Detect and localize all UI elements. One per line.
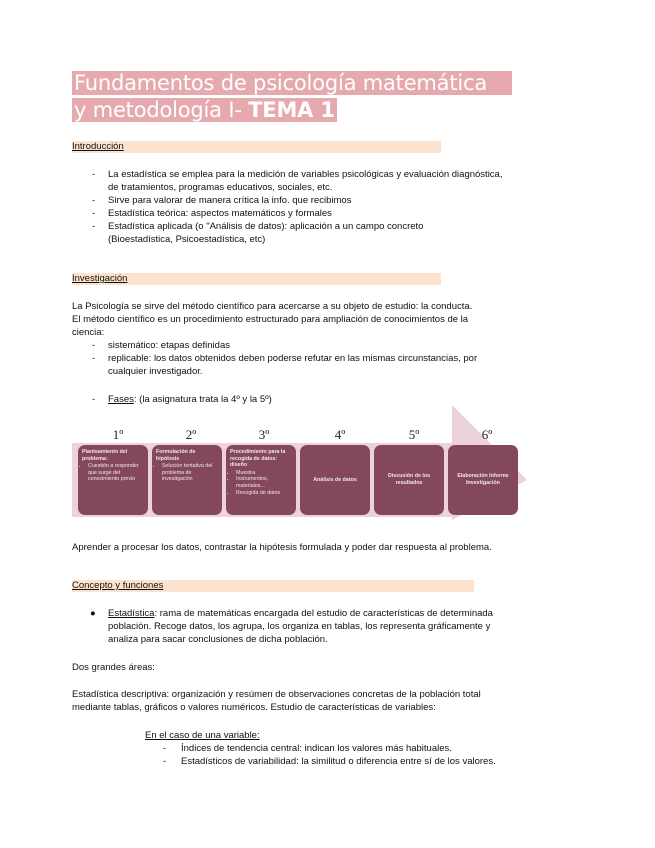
estadistica-definition xyxy=(108,607,493,620)
fases-text: : (la asignatura trata la 4º y la 5º) xyxy=(133,394,272,405)
phase-box-1-item: • Cuestión a responder que surge del conocimiento previo xyxy=(88,463,144,483)
investigacion-paragraph-2-cont: ciencia: xyxy=(72,327,105,338)
phase-box-3-item: • Recogida de datos xyxy=(236,490,292,497)
estadistica-definition-cont-1: población. Recoge datos, los agrupa, los organiza en tablas, los representa gráficamente y xyxy=(108,621,491,632)
investigacion-item-2-cont: cualquier investigador. xyxy=(108,366,203,377)
dash-bullet: - xyxy=(92,208,96,219)
round-bullet: ● xyxy=(90,608,96,619)
dash-bullet: - xyxy=(92,169,96,180)
phase-box-1 xyxy=(78,445,148,515)
estadistica-definition-cont-2: analiza para sacar conclusiones de dicha población. xyxy=(108,634,328,645)
dash-bullet: - xyxy=(163,756,167,767)
title-tema: TEMA 1 xyxy=(248,98,335,122)
variable-item-2: Estadísticos de variabilidad: la similitud o diferencia entre sí de los valores. xyxy=(181,756,496,767)
title-line-2-text: y metodología I- xyxy=(74,98,249,122)
intro-item-4: Estadística aplicada (o "Análisis de datos): aplicación a un campo concreto xyxy=(108,221,424,232)
section-heading-investigacion: Investigación xyxy=(72,273,441,285)
dash-bullet: - xyxy=(92,340,96,351)
phase-box-3-item: • Muestra xyxy=(236,470,292,477)
phases-diagram xyxy=(72,405,532,520)
descriptiva-text-cont: mediante tablas, gráficos o valores numéricos. Estudio de características de variables: xyxy=(72,702,436,713)
phase-box-1-title: Planteamiento del problema: xyxy=(82,449,128,462)
investigacion-paragraph-1: La Psicología se sirve del método científico para acercarse a su objeto de estudio: la conducta. xyxy=(72,301,473,312)
intro-item-2: Sirve para valorar de manera crítica la info. que recibimos xyxy=(108,195,352,206)
investigacion-paragraph-2: El método científico es un procedimiento estructurado para ampliación de conocimientos de la xyxy=(72,314,469,325)
phase-box-3 xyxy=(226,445,296,515)
intro-item-4-cont: (Bioestadística, Psicoestadística, etc) xyxy=(108,234,266,245)
dash-bullet: - xyxy=(92,221,96,232)
phase-box-5: Discusión de los resultados xyxy=(374,445,444,515)
areas-text: Dos grandes áreas: xyxy=(72,662,155,673)
phase-number-4: 4º xyxy=(334,427,346,442)
estadistica-label: Estadística xyxy=(108,608,155,619)
investigacion-item-1: sistemático: etapas definidas xyxy=(108,340,230,351)
dash-bullet: - xyxy=(163,743,167,754)
phase-number-1: 1º xyxy=(112,427,124,442)
phase-box-3-item: • Instrumentos, materiales... xyxy=(236,476,292,489)
section-heading-introduccion: Introducción xyxy=(72,141,441,153)
una-variable-heading: En el caso de una variable: xyxy=(145,730,260,741)
dash-bullet: - xyxy=(92,353,96,364)
dash-bullet: - xyxy=(92,394,96,405)
intro-item-1: La estadística se emplea para la medición de variables psicológicas y evaluación diagnóstica, xyxy=(108,169,503,180)
phase-box-6: Elaboración Informe Investigación xyxy=(448,445,518,515)
descriptiva-text: Estadística descriptiva: organización y resúmen de observaciones concretas de la población total xyxy=(72,689,481,700)
estadistica-text: : rama de matemáticas encargada del estudio de características de determinada xyxy=(154,608,493,619)
phase-number-3: 3º xyxy=(258,427,270,442)
investigacion-item-2: replicable: los datos obtenidos deben poderse refutar en las mismas circunstancias, por xyxy=(108,353,478,364)
phase-box-4: Análisis de datos xyxy=(300,445,370,515)
title-line-2 xyxy=(72,98,337,122)
phase-number-5: 5º xyxy=(408,427,420,442)
phase-box-2 xyxy=(152,445,222,515)
title-line-1: Fundamentos de psicología matemática xyxy=(72,71,512,95)
section-heading-concepto: Concepto y funciones xyxy=(72,580,474,592)
phase-number-2: 2º xyxy=(185,427,197,442)
variable-item-1: Índices de tendencia central: indican los valores más habituales. xyxy=(181,743,452,754)
fases-label: Fases xyxy=(108,394,134,405)
dash-bullet: - xyxy=(92,195,96,206)
phase-box-2-title: Formulación de hipótesis xyxy=(156,449,196,462)
intro-item-1-cont: de tratamientos, programas educativos, sociales, etc. xyxy=(108,182,333,193)
intro-item-3: Estadística teórica: aspectos matemáticos y formales xyxy=(108,208,332,219)
after-diagram-text: Aprender a procesar los datos, contrastar la hipótesis formulada y poder dar respuesta al problema. xyxy=(72,542,492,553)
phase-box-2-item: • Solución tentativa del problema de investigación xyxy=(162,463,218,483)
phase-box-3-title: Procedimiento para la recogida de datos: diseño xyxy=(230,449,286,469)
phase-number-6: 6º xyxy=(481,427,493,442)
